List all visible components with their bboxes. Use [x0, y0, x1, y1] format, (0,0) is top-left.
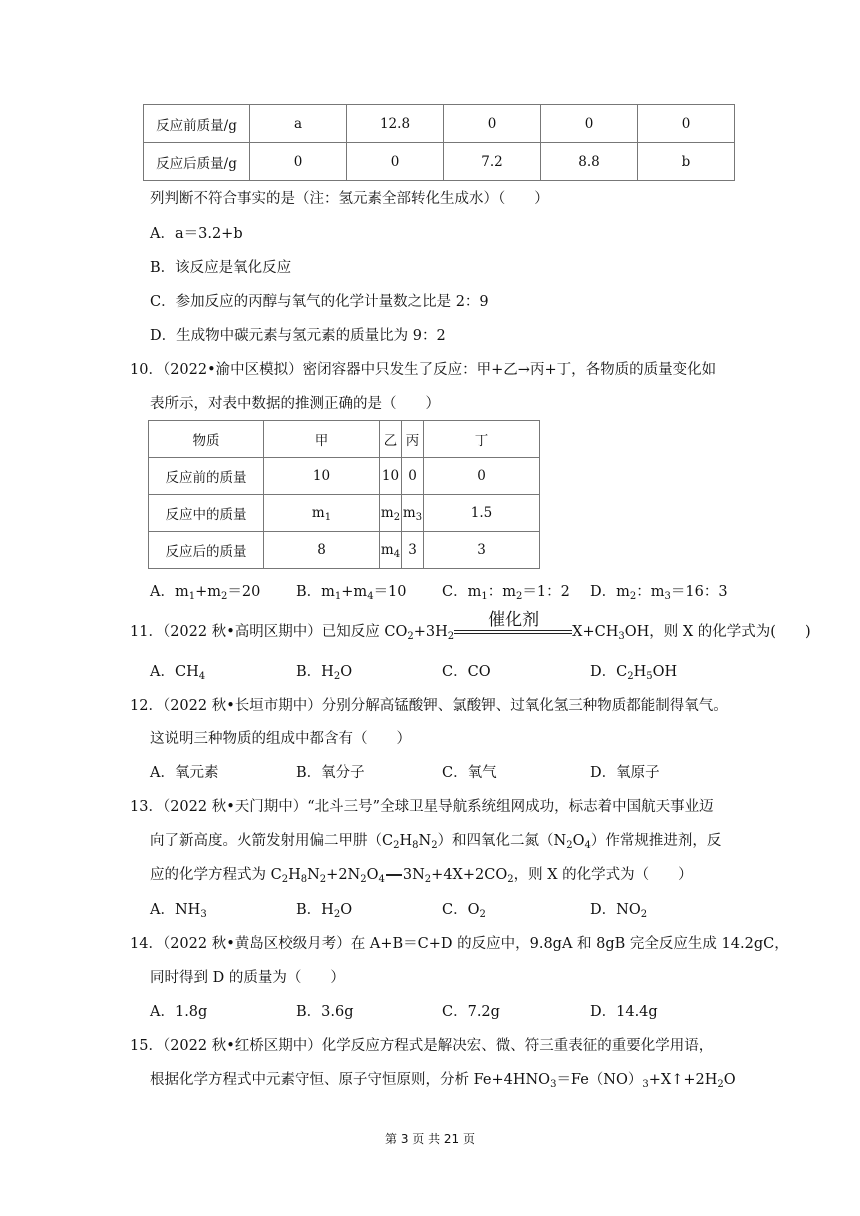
q13-stem-line3: 应的化学方程式为 $C_2H_8N_2+2N_2O_4$ $3N_2+4X+2CO_2$，则 X 的化学式为（ ） — [150, 867, 693, 885]
q12-option-d: D．氧原子 — [590, 765, 660, 781]
table-cell: a — [250, 105, 347, 143]
table-cell: 3 — [402, 532, 424, 569]
q13-option-c: C．$O_2$ — [442, 902, 486, 920]
table-row — [149, 532, 540, 569]
table-cell: b — [638, 143, 735, 181]
q10-option-c: C．$m_1$：$m_2=1$：2 — [442, 584, 570, 602]
q15-stem-line2: 根据化学方程式中元素守恒、原子守恒原则，分析 $Fe+4HNO_3=Fe(NO)_3+X↑+2H_2O$ — [150, 1072, 736, 1090]
q11-option-c: C．CO — [442, 664, 491, 680]
q9-option-c: C．参加反应的丙醇与氧气的化学计量数之比是 2：9 — [150, 294, 489, 310]
table-cell: 0 — [444, 105, 541, 143]
table-mass-change-1 — [143, 104, 735, 181]
table-cell: 8.8 — [541, 143, 638, 181]
table-cell: $m_3$ — [402, 495, 424, 532]
table-row — [149, 421, 540, 458]
reaction-arrow — [386, 874, 402, 876]
table-cell: 0 — [638, 105, 735, 143]
table-cell: 12.8 — [347, 105, 444, 143]
table-row — [144, 105, 735, 143]
table-cell: $m_4$ — [380, 532, 402, 569]
q10-option-d: D．$m_2$：$m_3=16$：3 — [590, 584, 728, 602]
q12-option-c: C．氧气 — [442, 765, 497, 781]
table-header-cell: 乙 — [380, 421, 402, 458]
q12-stem-line2: 这说明三种物质的组成中都含有（ ） — [150, 731, 411, 747]
q14-stem-line2: 同时得到 D 的质量为（ ） — [150, 970, 345, 986]
q14-stem-line1: 14．（2022 秋•黄岛区校级月考）在 A+B＝C+D 的反应中，9.8gA 和 8gB 完全反应生成 14.2gC， — [130, 936, 789, 952]
table-cell: 0 — [347, 143, 444, 181]
table-cell: 3 — [424, 532, 540, 569]
table-cell: 0 — [541, 105, 638, 143]
q15-stem-line1: 15．（2022 秋•红桥区期中）化学反应方程式是解决宏、微、符三重表征的重要化学用语， — [130, 1038, 714, 1054]
q11-stem: 11．（2022 秋•高明区期中）已知反应 $CO_2+3H_2$ 催化剂 $X+CH_3OH$，则 X 的化学式为( ) — [130, 620, 811, 641]
q11-option-a: A．$CH_4$ — [150, 664, 206, 682]
q13-option-d: D．$NO_2$ — [590, 902, 648, 920]
table-cell: $m_1$ — [264, 495, 380, 532]
q10-stem-line2: 表所示，对表中数据的推测正确的是（ ） — [150, 396, 440, 412]
q10-stem-line1: 10．（2022•渝中区模拟）密闭容器中只发生了反应：甲+乙→丙+丁，各物质的质量变化如 — [130, 362, 717, 378]
q12-stem-line1: 12．（2022 秋•长垣市期中）分别分解高锰酸钾、氯酸钾、过氧化氢三种物质都能制得氧气。 — [130, 698, 728, 714]
row-label: 反应后质量/g — [144, 143, 250, 181]
table-cell: 7.2 — [444, 143, 541, 181]
table-cell: 0 — [250, 143, 347, 181]
table-cell: $m_2$ — [380, 495, 402, 532]
table-header-cell: 甲 — [264, 421, 380, 458]
q13-option-a: A．$NH_3$ — [150, 902, 207, 920]
table-cell: 0 — [402, 458, 424, 495]
row-label: 反应前质量/g — [144, 105, 250, 143]
catalyst-equals — [454, 610, 572, 641]
q13-option-b: B．$H_2O$ — [296, 902, 353, 920]
q9-option-d: D．生成物中碳元素与氢元素的质量比为 9：2 — [150, 328, 446, 344]
q9-stem: 列判断不符合事实的是（注：氢元素全部转化生成水）（ ） — [150, 191, 549, 207]
page-footer: 第 3 页 共 21 页 — [385, 1132, 475, 1146]
q14-option-b: B．3.6g — [296, 1004, 354, 1020]
q13-stem-line1: 13．（2022 秋•天门期中）“北斗三号”全球卫星导航系统组网成功，标志着中国航天事业迈 — [130, 799, 714, 815]
table-cell: 1.5 — [424, 495, 540, 532]
q9-option-b: B．该反应是氧化反应 — [150, 260, 292, 276]
q13-stem-line2: 向了新高度。火箭发射用偏二甲肼$(C_2H_8N_2)$和四氧化二氮$(N_2O_4)$作常规推进剂，反 — [150, 833, 722, 851]
table-header-cell: 丁 — [424, 421, 540, 458]
table-row — [149, 495, 540, 532]
row-label: 反应后的质量 — [149, 532, 264, 569]
q12-option-b: B．氧分子 — [296, 765, 365, 781]
table-cell: 0 — [424, 458, 540, 495]
row-label: 反应中的质量 — [149, 495, 264, 532]
table-cell: 8 — [264, 532, 380, 569]
table-header-cell: 物质 — [149, 421, 264, 458]
table-mass-change-2 — [148, 420, 540, 569]
table-cell: 10 — [264, 458, 380, 495]
q11-option-d: D．$C_2H_5OH$ — [590, 664, 678, 682]
q14-option-d: D．14.4g — [590, 1004, 658, 1020]
table-row — [149, 458, 540, 495]
q14-option-a: A．1.8g — [150, 1004, 208, 1020]
q14-option-c: C．7.2g — [442, 1004, 500, 1020]
q9-option-a: A．a＝3.2+b — [150, 226, 243, 242]
q10-option-a: A．$m_1+m_2=20$ — [150, 584, 261, 602]
q12-option-a: A．氧元素 — [150, 765, 219, 781]
row-label: 反应前的质量 — [149, 458, 264, 495]
catalyst-label: 催化剂 — [488, 610, 540, 630]
table-row — [144, 143, 735, 181]
q11-option-b: B．$H_2O$ — [296, 664, 353, 682]
table-header-cell: 丙 — [402, 421, 424, 458]
table-cell: 10 — [380, 458, 402, 495]
q10-option-b: B．$m_1+m_4=10$ — [296, 584, 407, 602]
